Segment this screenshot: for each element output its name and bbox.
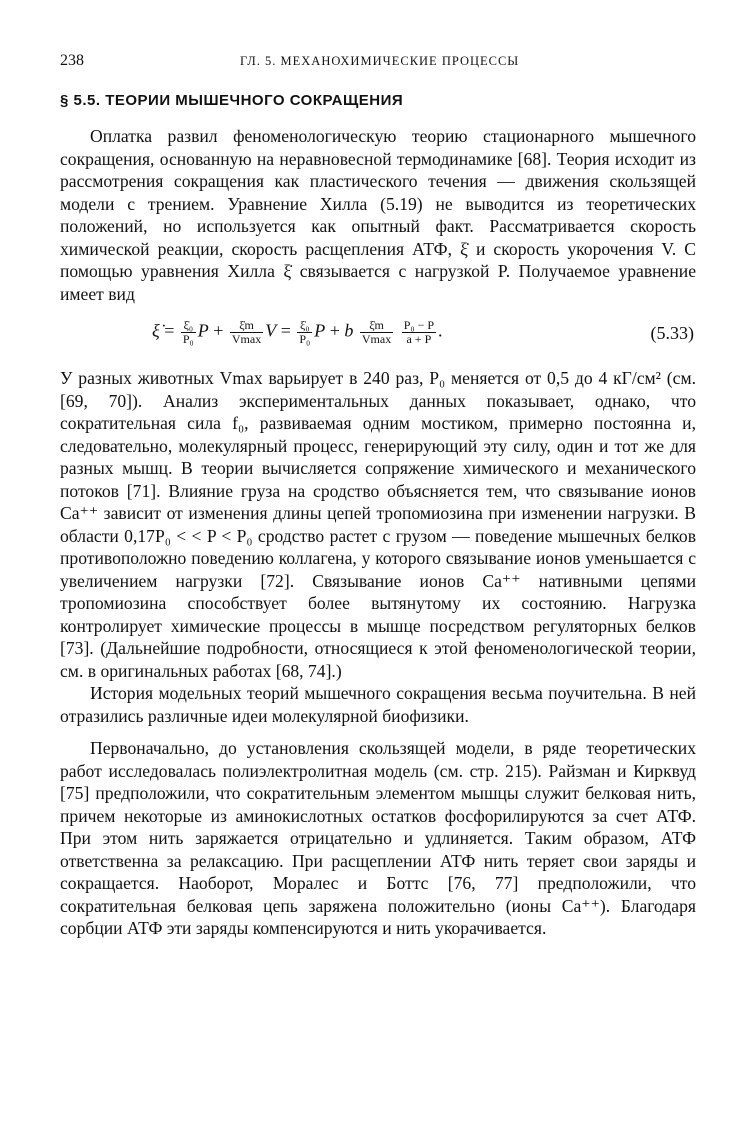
paragraph-2: У разных животных Vmax варьирует в 240 раз, P₀ меняется от 0,5 до 4 кГ/см² (см. [69, 70]). Анализ экспериментальных данных показывает, однако, что сократительная сила f₀, развиваемая одним мостиком, примерно постоянна и, следовательно, молекулярный процесс, генерирующий эту силу, один и тот же для разных мышц. В теории вычисляется сопряжение химического и механического потоков [71]. Влияние груза на сродство объясняется тем, что связывание ионов Ca⁺⁺ зависит от изменения длины цепей тропомиозина при изменении нагрузки. В области 0,17P₀ < < P < P₀ сродство растет с грузом — поведение мышечных белков противоположно поведению коллагена, у которого связывание ионов уменьшается с увеличением нагрузки [72]. Связывание ионов Ca⁺⁺ нативными цепями тропомиозина способствует более вытянутому их состоянию. Нагрузка контролирует химические процессы в мышце посредством регуляторных белков [73]. (Дальнейшие подробности, относящиеся к этой феноменологической теории, см. в оригинальных работах [68, 74].): [60, 368, 696, 681]
equation-body: [152, 319, 443, 346]
book-page: [60, 52, 696, 940]
eq-plus-1: +: [213, 320, 224, 341]
paragraph-1: Оплатка развил феноменологическую теорию стационарного мышечного сокращения, основанную на неравновесной термодинамике [68]. Теория исходит из рассмотрения сокращения как пластического течения — движения скользящей модели с трением. Уравнение Хилла (5.19) не выводится из теоретических положений, но используется как опытный факт. Рассматривается скорость химической реакции, скорость расщепления АТФ, ξ̇ и скорость укорочения V. С помощью уравнения Хилла ξ̇ связывается с нагрузкой P. Получаемое уравнение имеет вид: [60, 126, 696, 304]
equation-number: (5.33): [650, 323, 694, 343]
equation-5-33: [60, 305, 696, 367]
page-header: [60, 52, 696, 78]
paragraph-3: История модельных теорий мышечного сокращения весьма поучительна. В ней отразились различные идеи молекулярной биофизики.: [60, 683, 696, 726]
running-title: ГЛ. 5. МЕХАНОХИМИЧЕСКИЕ ПРОЦЕССЫ: [240, 54, 520, 68]
eq-frac-3: $\frac{\text{ξ̇₀}}{\text{P₀}}$: [299, 318, 311, 346]
eq-end: .: [438, 320, 443, 341]
eq-lhs: ξ̇: [152, 320, 160, 341]
page-number: 238: [60, 52, 84, 69]
eq-frac-5: $\frac{\text{P₀ − P}}{a + P}$: [403, 318, 435, 346]
eq-frac-4: $\frac{\xi̇m}{Vmax}$: [361, 318, 392, 346]
eq-var-2: V: [265, 320, 277, 341]
eq-var-1: P: [197, 320, 209, 341]
eq-plus-2: +: [329, 320, 340, 341]
eq-var-3: P: [314, 320, 326, 341]
eq-frac-2: $\frac{\xi̇m}{Vmax}$: [231, 318, 262, 346]
eq-sign: =: [164, 320, 175, 341]
eq-coef-b: b: [344, 320, 354, 341]
paragraph-4: Первоначально, до установления скользящей модели, в ряде теоретических работ исследовалась полиэлектролитная модель (см. стр. 215). Райзман и Кирквуд [75] предположили, что сократительным элементом мышцы служит белковая нить, причем некоторые из аминокислотных остатков фосфорилируются за счет АТФ. При этом нить заряжается отрицательно и удлиняется. Таким образом, АТФ ответственна за релаксацию. При расщеплении АТФ нить теряет свои заряды и сокращается. Наоборот, Моралес и Боттс [76, 77] предположили, что сократительная белковая цепь заряжена положительно (ионы Ca⁺⁺). Благодаря сорбции АТФ эти заряды компенсируются и нить укорачивается.: [60, 738, 696, 938]
section-title: § 5.5. ТЕОРИИ МЫШЕЧНОГО СОКРАЩЕНИЯ: [60, 92, 404, 109]
eq-sign-2: =: [280, 320, 291, 341]
eq-frac-1: $\frac{\text{ξ̇₀}}{\text{P₀}}$: [182, 318, 194, 346]
